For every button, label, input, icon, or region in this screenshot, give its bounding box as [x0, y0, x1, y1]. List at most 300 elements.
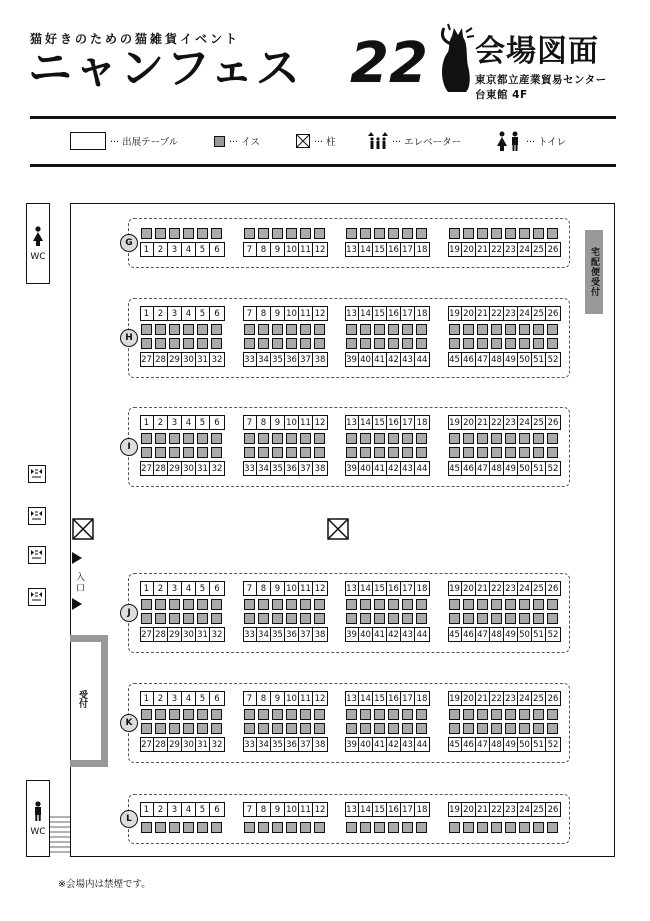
booth-number[interactable]: 52 [547, 463, 559, 474]
booth-number[interactable]: 11 [299, 242, 313, 257]
booth-number[interactable]: 41 [373, 461, 387, 476]
booth-number[interactable]: 39 [345, 627, 359, 642]
booth-number[interactable]: 12 [314, 417, 326, 428]
booth-number[interactable]: 19 [448, 581, 462, 596]
chair [402, 709, 413, 720]
booth-number[interactable]: 46 [462, 737, 476, 752]
booth-number[interactable]: 12 [314, 244, 326, 255]
booth-number[interactable]: 15 [373, 802, 387, 817]
booth-number[interactable]: 1 [140, 306, 154, 321]
chair [258, 433, 269, 444]
booth-number[interactable]: 16 [387, 802, 401, 817]
booth-number[interactable]: 6 [214, 583, 220, 594]
booth-number[interactable]: 20 [462, 802, 476, 817]
booth-number[interactable]: 39 [345, 461, 359, 476]
booth-number[interactable]: 13 [345, 802, 359, 817]
booth-number[interactable]: 17 [401, 802, 415, 817]
booth-number[interactable]: 19 [448, 242, 462, 257]
booth-number[interactable]: 47 [476, 461, 490, 476]
booth-number[interactable]: 21 [476, 242, 490, 257]
booth-number[interactable]: 33 [243, 737, 257, 752]
booth-number[interactable]: 13 [345, 415, 359, 430]
booth-number[interactable]: 5 [196, 691, 210, 706]
booth-number[interactable]: 34 [257, 627, 271, 642]
booth-number[interactable]: 12 [314, 693, 326, 704]
booth-number[interactable]: 47 [476, 737, 490, 752]
booth-number[interactable]: 8 [257, 415, 271, 430]
booth-number[interactable]: 36 [285, 461, 299, 476]
booth-number[interactable]: 15 [373, 306, 387, 321]
booth-number[interactable]: 8 [257, 802, 271, 817]
chair [449, 228, 460, 239]
booth-number[interactable]: 31 [196, 737, 210, 752]
booth-number[interactable]: 21 [476, 691, 490, 706]
booth-number[interactable]: 35 [271, 737, 285, 752]
booth-number[interactable]: 14 [359, 242, 373, 257]
booth-number[interactable]: 17 [401, 691, 415, 706]
booth-number[interactable]: 45 [448, 627, 462, 642]
booth-number[interactable]: 21 [476, 415, 490, 430]
booth-number[interactable]: 3 [168, 691, 182, 706]
booth-number[interactable]: 16 [387, 581, 401, 596]
chair [477, 599, 488, 610]
booth-number[interactable]: 31 [196, 627, 210, 642]
legend-pillar-label: ··· 柱 [314, 137, 336, 148]
booth-number[interactable]: 7 [243, 691, 257, 706]
booth-number[interactable]: 48 [490, 461, 504, 476]
booth-number[interactable]: 23 [504, 242, 518, 257]
booth-number[interactable]: 50 [518, 461, 532, 476]
booth-number[interactable]: 47 [476, 352, 490, 367]
booth-number[interactable]: 29 [168, 627, 182, 642]
booth-number[interactable]: 4 [182, 691, 196, 706]
booth-number[interactable]: 40 [359, 627, 373, 642]
chair [197, 723, 208, 734]
booth-number[interactable]: 17 [401, 415, 415, 430]
booth-number[interactable]: 44 [416, 463, 428, 474]
booth-number[interactable]: 1 [140, 581, 154, 596]
booth-number[interactable]: 43 [401, 461, 415, 476]
booth-number[interactable]: 11 [299, 581, 313, 596]
chair [244, 338, 255, 349]
booth-number[interactable]: 21 [476, 306, 490, 321]
booth-number[interactable]: 34 [257, 461, 271, 476]
booth-number[interactable]: 34 [257, 352, 271, 367]
booth-number[interactable]: 44 [416, 629, 428, 640]
chair [155, 709, 166, 720]
chair [533, 613, 544, 624]
booth-number[interactable]: 20 [462, 691, 476, 706]
booth-number[interactable]: 16 [387, 415, 401, 430]
booth-number[interactable]: 2 [154, 306, 168, 321]
booth-number[interactable]: 50 [518, 352, 532, 367]
booth-number[interactable]: 52 [547, 354, 559, 365]
booth-number[interactable]: 33 [243, 461, 257, 476]
booth-number[interactable]: 24 [518, 691, 532, 706]
booth-number[interactable]: 45 [448, 352, 462, 367]
booth-number[interactable]: 9 [271, 691, 285, 706]
booth-number[interactable]: 36 [285, 352, 299, 367]
booth-number[interactable]: 32 [211, 629, 223, 640]
booth-number[interactable]: 23 [504, 691, 518, 706]
booth-number[interactable]: 27 [140, 352, 154, 367]
booth-number[interactable]: 24 [518, 802, 532, 817]
chair [505, 599, 516, 610]
booth-number[interactable]: 22 [490, 242, 504, 257]
booth-number[interactable]: 46 [462, 461, 476, 476]
booth-number[interactable]: 10 [285, 581, 299, 596]
booth-number[interactable]: 4 [182, 415, 196, 430]
booth-number[interactable]: 28 [154, 627, 168, 642]
booth-number[interactable]: 8 [257, 581, 271, 596]
booth-number[interactable]: 40 [359, 352, 373, 367]
booth-number[interactable]: 51 [532, 352, 546, 367]
chair [197, 709, 208, 720]
booth-number[interactable]: 19 [448, 691, 462, 706]
booth-number[interactable]: 41 [373, 627, 387, 642]
booth-number[interactable]: 45 [448, 461, 462, 476]
booth-number[interactable]: 12 [314, 308, 326, 319]
chair [272, 324, 283, 335]
booth-number[interactable]: 17 [401, 306, 415, 321]
booth-number[interactable]: 24 [518, 242, 532, 257]
booth-number[interactable]: 4 [182, 242, 196, 257]
booth-number[interactable]: 15 [373, 581, 387, 596]
booth-number[interactable]: 10 [285, 802, 299, 817]
booth-number[interactable]: 11 [299, 802, 313, 817]
booth-number[interactable]: 10 [285, 691, 299, 706]
booth-number[interactable]: 7 [243, 581, 257, 596]
booth-number[interactable]: 3 [168, 581, 182, 596]
booth-number[interactable]: 2 [154, 581, 168, 596]
booth-number[interactable]: 12 [314, 804, 326, 815]
booth-number[interactable]: 20 [462, 306, 476, 321]
booth-number[interactable]: 39 [345, 737, 359, 752]
booth-number[interactable]: 13 [345, 691, 359, 706]
booth-number[interactable]: 34 [257, 737, 271, 752]
booth-number[interactable]: 14 [359, 802, 373, 817]
chair [169, 338, 180, 349]
booth-number[interactable]: 35 [271, 461, 285, 476]
booth-number[interactable]: 41 [373, 737, 387, 752]
booth-number[interactable]: 11 [299, 691, 313, 706]
booth-number[interactable]: 49 [504, 737, 518, 752]
booth-number[interactable]: 25 [532, 306, 546, 321]
chair [197, 447, 208, 458]
booth-number[interactable]: 38 [314, 629, 326, 640]
booth-number[interactable]: 49 [504, 627, 518, 642]
booth-number[interactable]: 52 [547, 739, 559, 750]
booth-number[interactable]: 33 [243, 352, 257, 367]
booth-number[interactable]: 42 [387, 461, 401, 476]
booth-number[interactable]: 25 [532, 691, 546, 706]
booth-number[interactable]: 43 [401, 737, 415, 752]
booth-number[interactable]: 22 [490, 802, 504, 817]
booth-number[interactable]: 16 [387, 691, 401, 706]
chair [402, 433, 413, 444]
booth-number[interactable]: 32 [211, 354, 223, 365]
booth-number[interactable]: 32 [211, 463, 223, 474]
booth-number[interactable]: 19 [448, 415, 462, 430]
booth-number[interactable]: 1 [140, 415, 154, 430]
booth-number[interactable]: 27 [140, 737, 154, 752]
booth-number[interactable]: 2 [154, 691, 168, 706]
booth-number[interactable]: 18 [416, 693, 428, 704]
booth-number[interactable]: 25 [532, 415, 546, 430]
booth-number[interactable]: 1 [140, 802, 154, 817]
toilet-icon [33, 226, 43, 246]
booth-number[interactable]: 20 [462, 242, 476, 257]
booth-number[interactable]: 26 [547, 693, 559, 704]
booth-number[interactable]: 22 [490, 306, 504, 321]
chair [477, 447, 488, 458]
booth-number[interactable]: 28 [154, 352, 168, 367]
booth-number[interactable]: 35 [271, 352, 285, 367]
booth-number[interactable]: 13 [345, 306, 359, 321]
booth-number[interactable]: 5 [196, 242, 210, 257]
booth-number[interactable]: 45 [448, 737, 462, 752]
booth-number[interactable]: 30 [182, 737, 196, 752]
booth-number[interactable]: 30 [182, 461, 196, 476]
booth-number[interactable]: 23 [504, 306, 518, 321]
booth-number[interactable]: 18 [416, 804, 428, 815]
booth-number[interactable]: 38 [314, 354, 326, 365]
booth-number[interactable]: 4 [182, 306, 196, 321]
booth-number[interactable]: 5 [196, 581, 210, 596]
booth-number[interactable]: 26 [547, 583, 559, 594]
booth-number[interactable]: 30 [182, 352, 196, 367]
chair [449, 338, 460, 349]
booth-number[interactable]: 3 [168, 306, 182, 321]
booth-number[interactable]: 49 [504, 461, 518, 476]
booth-number[interactable]: 27 [140, 461, 154, 476]
booth-number[interactable]: 37 [299, 461, 313, 476]
booth-number[interactable]: 20 [462, 581, 476, 596]
booth-number[interactable]: 21 [476, 581, 490, 596]
booth-number[interactable]: 2 [154, 415, 168, 430]
chair [533, 709, 544, 720]
booth-number[interactable]: 16 [387, 306, 401, 321]
booth-number[interactable]: 13 [345, 581, 359, 596]
booth-number[interactable]: 14 [359, 691, 373, 706]
booth-number[interactable]: 3 [168, 415, 182, 430]
booth-number[interactable]: 8 [257, 242, 271, 257]
booth-number[interactable]: 48 [490, 352, 504, 367]
chair [141, 228, 152, 239]
booth-number[interactable]: 5 [196, 802, 210, 817]
booth-number[interactable]: 23 [504, 802, 518, 817]
booth-number[interactable]: 26 [547, 244, 559, 255]
booth-number[interactable]: 49 [504, 352, 518, 367]
event-title: ニャンフェス [28, 43, 302, 94]
booth-number[interactable]: 1 [140, 242, 154, 257]
booth-number[interactable]: 6 [214, 693, 220, 704]
booth-number[interactable]: 51 [532, 461, 546, 476]
chair [463, 324, 474, 335]
booth-number[interactable]: 29 [168, 737, 182, 752]
chair [169, 599, 180, 610]
booth-number[interactable]: 36 [285, 627, 299, 642]
booth-number[interactable]: 44 [416, 739, 428, 750]
booth-number[interactable]: 3 [168, 802, 182, 817]
booth-number[interactable]: 37 [299, 627, 313, 642]
booth-number[interactable]: 7 [243, 306, 257, 321]
chair [491, 338, 502, 349]
booth-number[interactable]: 31 [196, 352, 210, 367]
booth-number[interactable]: 40 [359, 461, 373, 476]
booth-number[interactable]: 4 [182, 581, 196, 596]
chair [244, 709, 255, 720]
booth-number[interactable]: 28 [154, 737, 168, 752]
booth-number[interactable]: 37 [299, 737, 313, 752]
booth-number[interactable]: 43 [401, 352, 415, 367]
booth-number[interactable]: 51 [532, 627, 546, 642]
booth-number[interactable]: 37 [299, 352, 313, 367]
booth-number[interactable]: 10 [285, 242, 299, 257]
booth-number[interactable]: 28 [154, 461, 168, 476]
booth-number[interactable]: 15 [373, 691, 387, 706]
booth-number[interactable]: 23 [504, 415, 518, 430]
booth-number[interactable]: 22 [490, 581, 504, 596]
booth-number[interactable]: 25 [532, 581, 546, 596]
booth-number[interactable]: 7 [243, 802, 257, 817]
booth-number[interactable]: 41 [373, 352, 387, 367]
booth-number[interactable]: 6 [214, 244, 220, 255]
booth-number[interactable]: 25 [532, 242, 546, 257]
booth-number[interactable]: 14 [359, 415, 373, 430]
booth-number[interactable]: 35 [271, 627, 285, 642]
booth-number[interactable]: 42 [387, 352, 401, 367]
booth-number[interactable]: 6 [214, 308, 220, 319]
booth-number[interactable]: 16 [387, 242, 401, 257]
chair [374, 338, 385, 349]
booth-number[interactable]: 5 [196, 415, 210, 430]
chair [402, 338, 413, 349]
booth-number[interactable]: 27 [140, 627, 154, 642]
booth-number[interactable]: 24 [518, 415, 532, 430]
booth-number[interactable]: 22 [490, 691, 504, 706]
booth-number[interactable]: 38 [314, 739, 326, 750]
legend-elevator-label: ··· エレベーター [392, 137, 462, 148]
booth-number[interactable]: 2 [154, 802, 168, 817]
booth-number[interactable]: 26 [547, 417, 559, 428]
chair [416, 709, 427, 720]
booth-number[interactable]: 18 [416, 583, 428, 594]
booth-number[interactable]: 50 [518, 627, 532, 642]
booth-number[interactable]: 44 [416, 354, 428, 365]
booth-number[interactable]: 18 [416, 244, 428, 255]
booth-number[interactable]: 12 [314, 583, 326, 594]
booth-number[interactable]: 6 [214, 417, 220, 428]
booth-number[interactable]: 18 [416, 417, 428, 428]
legend-pillar [296, 130, 336, 152]
booth-number[interactable]: 32 [211, 739, 223, 750]
booth-number[interactable]: 50 [518, 737, 532, 752]
chair [155, 324, 166, 335]
booth-number[interactable]: 6 [214, 804, 220, 815]
booth-number[interactable]: 7 [243, 415, 257, 430]
booth-number[interactable]: 8 [257, 306, 271, 321]
booth-number[interactable]: 9 [271, 242, 285, 257]
booth-number[interactable]: 51 [532, 737, 546, 752]
chair [141, 822, 152, 833]
booth-number[interactable]: 8 [257, 691, 271, 706]
chair [360, 433, 371, 444]
booth-number[interactable]: 10 [285, 306, 299, 321]
booth-number[interactable]: 9 [271, 415, 285, 430]
booth-number[interactable]: 26 [547, 308, 559, 319]
booth-number[interactable]: 24 [518, 306, 532, 321]
booth-number[interactable]: 43 [401, 627, 415, 642]
booth-number[interactable]: 36 [285, 737, 299, 752]
booth-number[interactable]: 9 [271, 306, 285, 321]
booth-number[interactable]: 52 [547, 629, 559, 640]
booth-number[interactable]: 7 [243, 242, 257, 257]
booth-number[interactable]: 5 [196, 306, 210, 321]
booth-number[interactable]: 11 [299, 306, 313, 321]
booth-number[interactable]: 46 [462, 352, 476, 367]
chair [477, 338, 488, 349]
booth-number[interactable]: 13 [345, 242, 359, 257]
booth-number[interactable]: 47 [476, 627, 490, 642]
booth-number[interactable]: 38 [314, 463, 326, 474]
booth-number[interactable]: 39 [345, 352, 359, 367]
booth-number[interactable]: 29 [168, 461, 182, 476]
booth-number[interactable]: 20 [462, 415, 476, 430]
booth-number[interactable]: 24 [518, 581, 532, 596]
booth-number[interactable]: 22 [490, 415, 504, 430]
booth-number[interactable]: 21 [476, 802, 490, 817]
booth-number[interactable]: 14 [359, 581, 373, 596]
booth-number[interactable]: 9 [271, 581, 285, 596]
booth-number[interactable]: 19 [448, 802, 462, 817]
booth-number[interactable]: 31 [196, 461, 210, 476]
booth-number[interactable]: 3 [168, 242, 182, 257]
chair [244, 447, 255, 458]
booth-number[interactable]: 15 [373, 242, 387, 257]
booth-number[interactable]: 10 [285, 415, 299, 430]
chair [169, 822, 180, 833]
booth-number[interactable]: 15 [373, 415, 387, 430]
booth-number[interactable]: 11 [299, 415, 313, 430]
chair [314, 433, 325, 444]
booth-number[interactable]: 17 [401, 581, 415, 596]
booth-number[interactable]: 30 [182, 627, 196, 642]
booth-number[interactable]: 48 [490, 737, 504, 752]
booth-number[interactable]: 48 [490, 627, 504, 642]
booth-number[interactable]: 23 [504, 581, 518, 596]
booth-number[interactable]: 42 [387, 737, 401, 752]
booth-number[interactable]: 4 [182, 802, 196, 817]
booth-number[interactable]: 1 [140, 691, 154, 706]
entrance-arrow-icon [72, 598, 82, 610]
booth-number[interactable]: 19 [448, 306, 462, 321]
booth-number[interactable]: 25 [532, 802, 546, 817]
booth-number[interactable]: 46 [462, 627, 476, 642]
booth-number[interactable]: 9 [271, 802, 285, 817]
booth-number[interactable]: 40 [359, 737, 373, 752]
booth-number[interactable]: 18 [416, 308, 428, 319]
booth-number[interactable]: 42 [387, 627, 401, 642]
booth-number[interactable]: 29 [168, 352, 182, 367]
booth-number[interactable]: 14 [359, 306, 373, 321]
booth-number[interactable]: 33 [243, 627, 257, 642]
booth-number[interactable]: 17 [401, 242, 415, 257]
chair [258, 228, 269, 239]
booth-number[interactable]: 26 [547, 804, 559, 815]
booth-number[interactable]: 2 [154, 242, 168, 257]
chair [388, 324, 399, 335]
